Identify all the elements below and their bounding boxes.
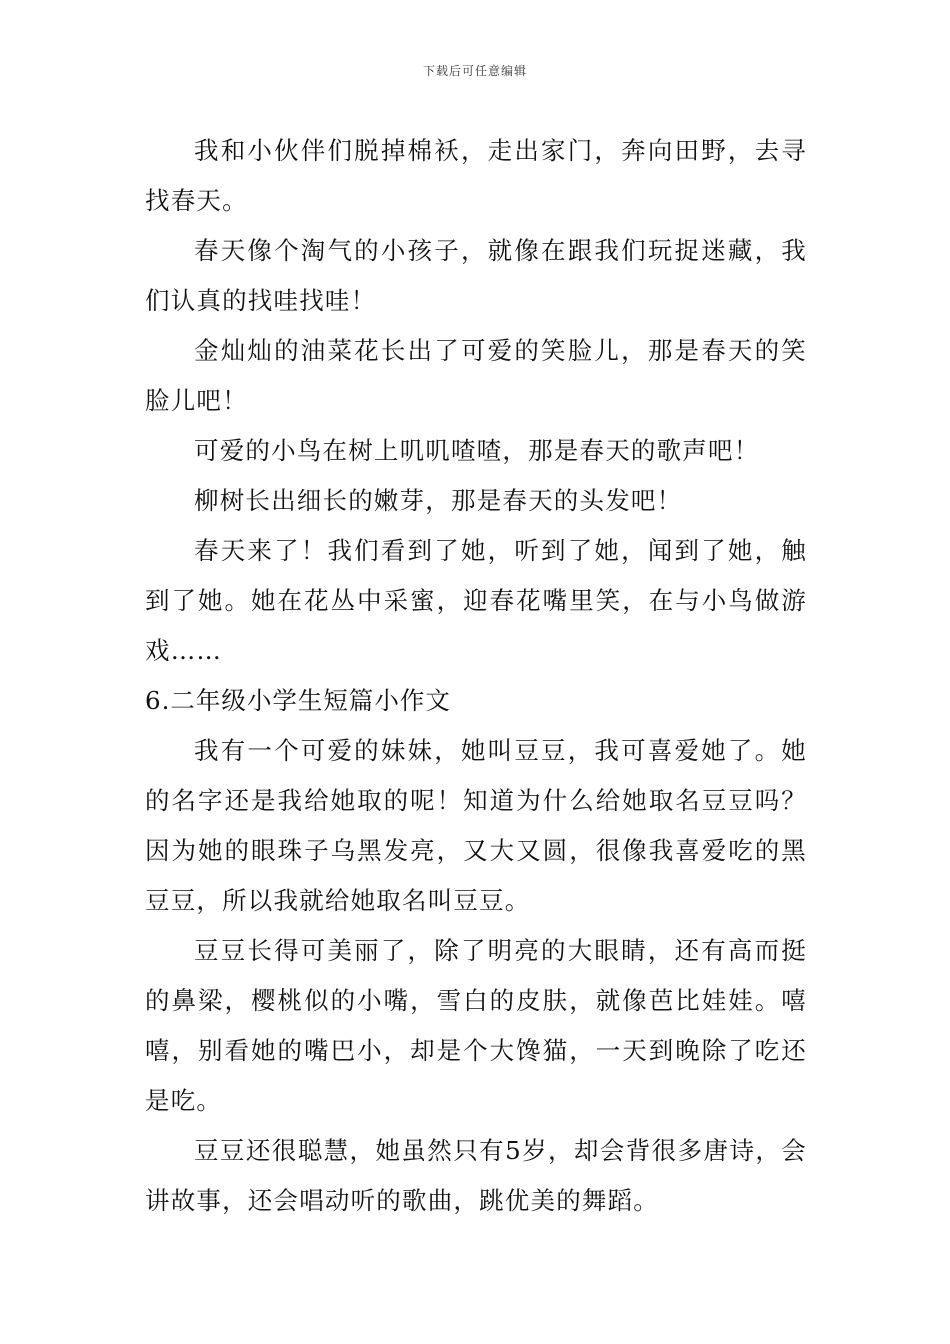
paragraph: 柳树长出细长的嫩芽，那是春天的头发吧！ [194,486,683,515]
paragraph: 春天像个淘气的小孩子，就像在跟我们玩捉迷藏，我们认真的找哇找哇！ [145,236,807,315]
paragraph: 我有一个可爱的妹妹，她叫豆豆，我可喜爱她了。她的名字还是我给她取的呢！知道为什么给她取名豆豆吗？因为她的眼珠子乌黑发亮，又大又圆，很像我喜爱吃的黑豆豆，所以我就给她取名叫豆豆。 [145,736,807,915]
paragraph: 豆豆长得可美丽了，除了明亮的大眼睛，还有高而挺的鼻梁，樱桃似的小嘴，雪白的皮肤，就像芭比娃娃。嘻嘻，别看她的嘴巴小，却是个大馋猫，一天到晚除了吃还是吃。 [145,936,807,1115]
paragraph: 豆豆还很聪慧，她虽然只有5岁，却会背很多唐诗，会讲故事，还会唱动听的歌曲，跳优美的舞蹈。 [145,1136,807,1215]
paragraph: 我和小伙伴们脱掉棉袄，走出家门，奔向田野，去寻找春天。 [145,136,807,215]
document-body [145,126,807,1226]
paragraph: 可爱的小鸟在树上叽叽喳喳，那是春天的歌声吧！ [194,436,760,465]
paragraph: 春天来了！我们看到了她，听到了她，闻到了她，触到了她。她在花丛中采蜜，迎春花嘴里笑，在与小鸟做游戏…… [145,536,807,665]
section-heading: 6.二年级小学生短篇小作文 [145,686,451,715]
page-header: 下载后可任意编辑 [422,64,527,78]
paragraph: 金灿灿的油菜花长出了可爱的笑脸儿，那是春天的笑脸儿吧！ [145,336,807,415]
